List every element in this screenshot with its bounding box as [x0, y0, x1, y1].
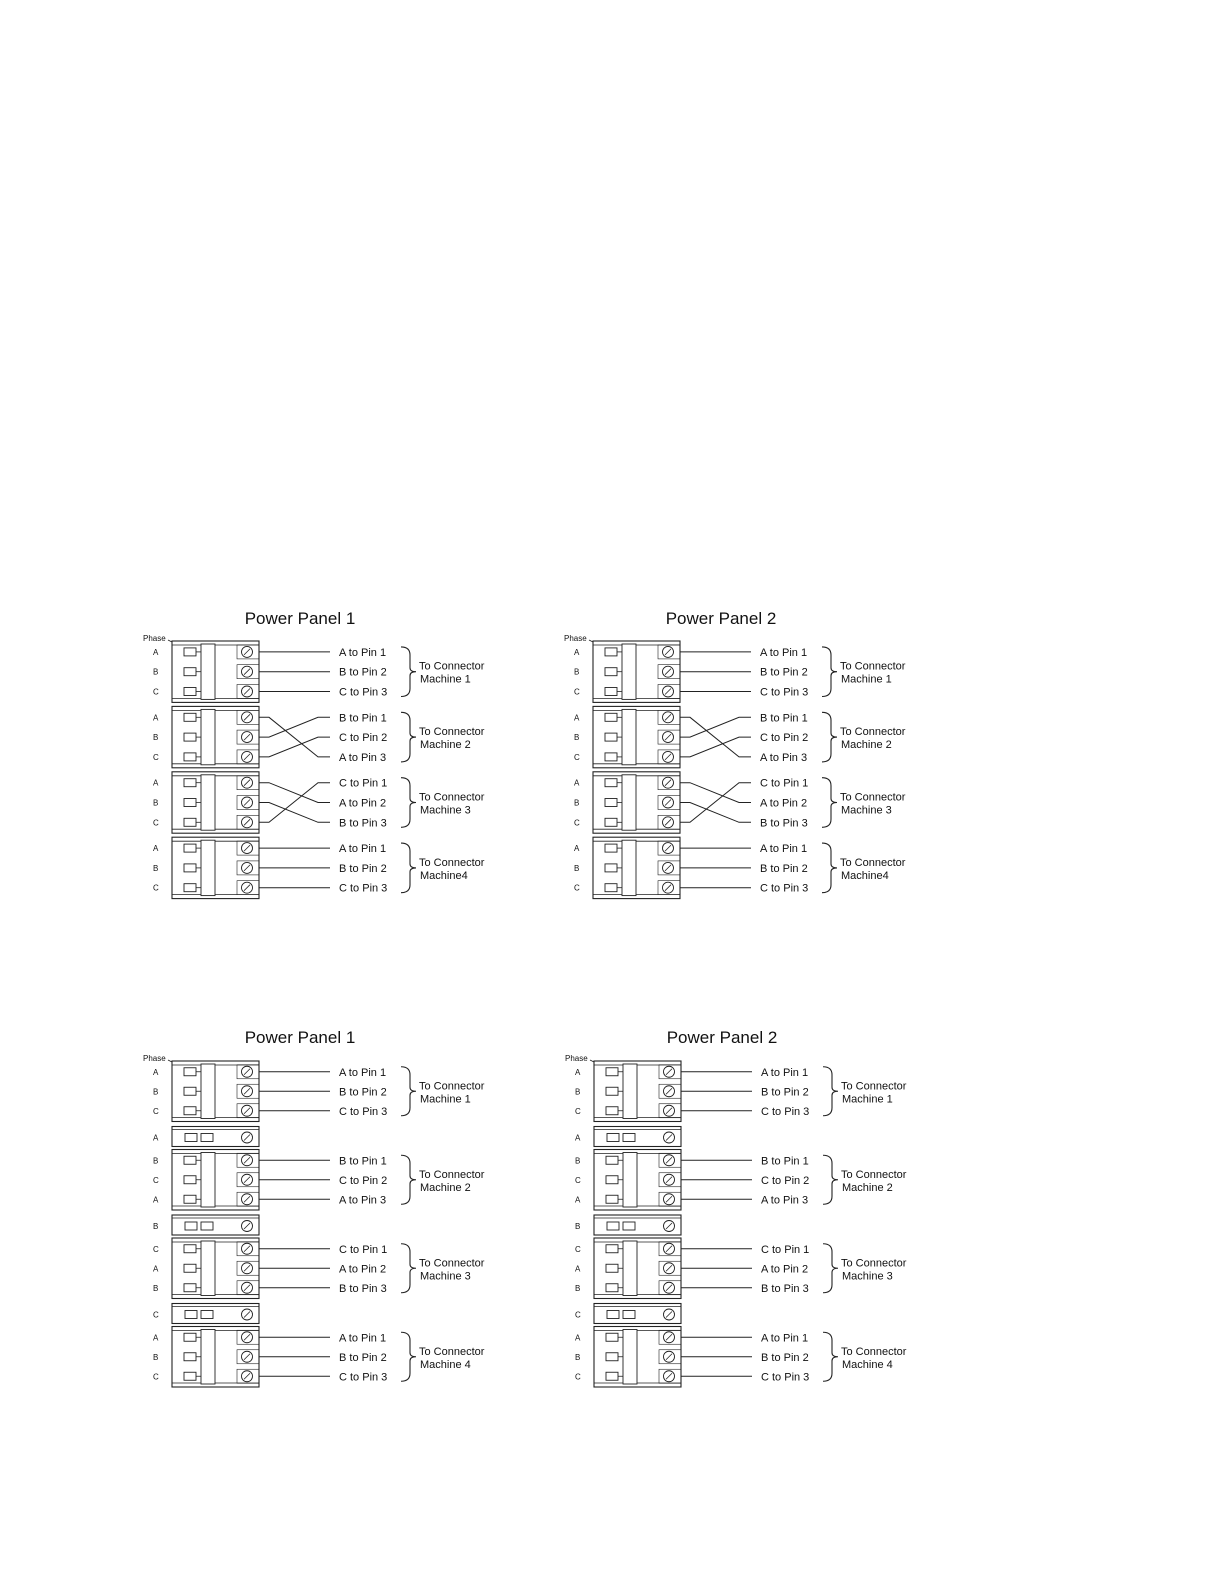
breaker-group [575, 1150, 907, 1211]
wire [259, 803, 330, 823]
circuit-breaker-icon [605, 668, 617, 676]
phase-label: B [575, 1087, 581, 1097]
circuit-breaker-icon [184, 1176, 196, 1184]
wire-label: C to Pin 3 [760, 882, 809, 895]
breaker-handle-bar [201, 1330, 215, 1385]
circuit-breaker-icon [606, 1284, 618, 1292]
circuit-breaker-icon [201, 1311, 213, 1319]
breaker-handle-bar [623, 1153, 637, 1208]
phase-label: B [574, 733, 580, 743]
phase-label: B [574, 863, 580, 873]
phase-label: C [574, 883, 580, 893]
connector-label: To Connector [840, 726, 906, 739]
connector-label: To Connector [419, 856, 485, 869]
phase-label: A [574, 844, 580, 854]
circuit-breaker-icon [184, 753, 196, 761]
circuit-breaker-icon [606, 1264, 618, 1272]
circuit-breaker-icon [185, 1134, 197, 1142]
phase-label: C [574, 818, 580, 828]
phase-label: C [575, 1106, 581, 1116]
phase-label: C [153, 1175, 159, 1185]
circuit-breaker-icon [184, 1068, 196, 1076]
circuit-breaker-icon [606, 1156, 618, 1164]
wire-label: A to Pin 1 [339, 1332, 387, 1345]
circuit-breaker-icon [184, 864, 196, 872]
wire-label: C to Pin 3 [339, 686, 388, 699]
wire-label: C to Pin 2 [761, 1174, 810, 1187]
diagram-lower-left [143, 1028, 485, 1387]
breaker-group [153, 1238, 485, 1299]
wire [680, 803, 751, 823]
circuit-breaker-icon [184, 1087, 196, 1095]
wire-label: B to Pin 2 [760, 666, 808, 679]
breaker-group [153, 641, 485, 702]
connector-label: To Connector [841, 1257, 907, 1270]
wire-label: B to Pin 3 [339, 1282, 387, 1295]
circuit-breaker-icon [605, 753, 617, 761]
wire-label: B to Pin 2 [761, 1351, 809, 1364]
spare-breaker-row [575, 1215, 681, 1235]
phase-heading: Phase [143, 1054, 166, 1063]
circuit-breaker-icon [185, 1222, 197, 1230]
circuit-breaker-icon [184, 688, 196, 696]
phase-heading: Phase [565, 1054, 588, 1063]
phase-label: A [153, 1195, 159, 1205]
brace-icon [401, 647, 416, 697]
wire [680, 717, 751, 737]
breaker-handle-bar [201, 1153, 215, 1208]
connector-machine-label: Machine 1 [841, 673, 892, 686]
connector-label: To Connector [419, 1345, 485, 1358]
phase-label: C [574, 687, 580, 697]
connector-machine-label: Machine 2 [841, 739, 892, 752]
phase-label: B [153, 733, 159, 743]
breaker-handle-bar [623, 1330, 637, 1385]
wire-label: A to Pin 1 [761, 1332, 809, 1345]
circuit-breaker-icon [185, 1311, 197, 1319]
breaker-handle-bar [201, 709, 215, 764]
circuit-breaker-icon [623, 1222, 635, 1230]
phase-label: C [153, 1372, 159, 1382]
circuit-breaker-icon [607, 1311, 619, 1319]
phase-label: A [575, 1067, 581, 1077]
circuit-breaker-icon [201, 1134, 213, 1142]
phase-label: B [153, 667, 159, 677]
phase-label: A [153, 778, 159, 788]
diagram-upper-left [143, 609, 485, 899]
spare-breaker-row [575, 1127, 681, 1147]
circuit-breaker-icon [184, 884, 196, 892]
breaker-group [574, 772, 906, 833]
circuit-breaker-icon [184, 844, 196, 852]
breaker-handle-bar [623, 1064, 637, 1119]
phase-label: B [575, 1283, 581, 1293]
wire [680, 783, 751, 803]
breaker-group [575, 1327, 907, 1388]
connector-machine-label: Machine 2 [420, 1181, 471, 1194]
brace-icon [401, 778, 416, 828]
wire-label: B to Pin 3 [339, 817, 387, 830]
wire-label: C to Pin 1 [760, 777, 809, 790]
circuit-breaker-icon [606, 1353, 618, 1361]
brace-icon [401, 712, 416, 762]
circuit-breaker-icon [606, 1372, 618, 1380]
wire-label: A to Pin 2 [339, 797, 387, 810]
circuit-breaker-icon [606, 1107, 618, 1115]
wire-label: B to Pin 1 [339, 1155, 387, 1168]
circuit-breaker-icon [184, 1284, 196, 1292]
breaker-handle-bar [622, 840, 636, 895]
phase-label: A [574, 778, 580, 788]
connector-machine-label: Machine 3 [841, 804, 892, 817]
circuit-breaker-icon [605, 799, 617, 807]
spare-breaker-row [153, 1127, 259, 1147]
circuit-breaker-icon [605, 818, 617, 826]
phase-label: B [575, 1222, 581, 1231]
circuit-breaker-icon [184, 1333, 196, 1341]
breaker-handle-bar [622, 644, 636, 699]
spare-breaker-row [153, 1215, 259, 1235]
circuit-breaker-icon [605, 844, 617, 852]
wire-label: B to Pin 2 [339, 862, 387, 875]
wire-label: C to Pin 3 [761, 1371, 810, 1384]
wire-label: C to Pin 3 [339, 1105, 388, 1118]
phase-label: C [153, 818, 159, 828]
wire-label: C to Pin 1 [339, 1243, 388, 1256]
spare-breaker-row [153, 1304, 259, 1324]
wire-label: C to Pin 3 [760, 686, 809, 699]
wire-label: C to Pin 3 [339, 882, 388, 895]
connector-machine-label: Machine4 [420, 869, 468, 882]
phase-label: C [575, 1310, 581, 1320]
phase-heading-tick [168, 1060, 172, 1062]
wire-label: B to Pin 2 [339, 1086, 387, 1099]
circuit-breaker-icon [607, 1134, 619, 1142]
breaker-handle-bar [623, 1241, 637, 1296]
connector-label: To Connector [841, 1080, 907, 1093]
connector-label: To Connector [419, 1168, 485, 1181]
circuit-breaker-icon [184, 818, 196, 826]
phase-label: A [575, 1264, 581, 1274]
wire-label: A to Pin 2 [760, 797, 808, 810]
breaker-group [153, 1061, 485, 1122]
wire-label: B to Pin 2 [339, 1351, 387, 1364]
wire-label: B to Pin 3 [761, 1282, 809, 1295]
wire-label: C to Pin 1 [339, 777, 388, 790]
circuit-breaker-icon [606, 1245, 618, 1253]
wire-label: B to Pin 1 [760, 712, 808, 725]
wire [259, 717, 330, 737]
breaker-handle-bar [201, 1064, 215, 1119]
connector-machine-label: Machine 4 [420, 1358, 471, 1371]
circuit-breaker-icon [184, 1195, 196, 1203]
circuit-breaker-icon [606, 1068, 618, 1076]
spare-breaker-row [575, 1304, 681, 1324]
connector-machine-label: Machine 3 [420, 804, 471, 817]
wire-label: A to Pin 3 [761, 1194, 809, 1207]
phase-label: A [153, 1133, 159, 1143]
circuit-breaker-icon [184, 668, 196, 676]
wire-label: A to Pin 2 [339, 1263, 387, 1276]
phase-label: A [575, 1133, 581, 1143]
phase-label: B [575, 1352, 581, 1362]
circuit-breaker-icon [605, 733, 617, 741]
panel-title: Power Panel 1 [244, 1028, 356, 1047]
connector-machine-label: Machine 3 [420, 1270, 471, 1283]
breaker-group [153, 1327, 485, 1388]
connector-label: To Connector [419, 1257, 485, 1270]
circuit-breaker-icon [607, 1222, 619, 1230]
breaker-group [153, 837, 485, 898]
brace-icon [823, 1244, 838, 1293]
connector-label: To Connector [840, 856, 906, 869]
brace-icon [823, 1155, 838, 1204]
phase-label: C [575, 1372, 581, 1382]
circuit-breaker-icon [623, 1134, 635, 1142]
phase-label: B [153, 1352, 159, 1362]
wire-label: A to Pin 1 [760, 646, 808, 659]
brace-icon [823, 1067, 838, 1116]
circuit-breaker-icon [184, 1372, 196, 1380]
circuit-breaker-icon [606, 1176, 618, 1184]
circuit-breaker-icon [606, 1333, 618, 1341]
circuit-breaker-icon [201, 1222, 213, 1230]
connector-label: To Connector [841, 1168, 907, 1181]
breaker-group [574, 641, 906, 702]
circuit-breaker-icon [605, 864, 617, 872]
wire [259, 783, 330, 803]
phase-label: B [153, 1156, 159, 1166]
diagram-lower-right [565, 1028, 907, 1387]
connector-machine-label: Machine 2 [842, 1181, 893, 1194]
circuit-breaker-icon [184, 1264, 196, 1272]
circuit-breaker-icon [184, 1156, 196, 1164]
wire-label: C to Pin 1 [761, 1243, 810, 1256]
wire-label: C to Pin 2 [760, 732, 809, 745]
wire-label: A to Pin 1 [760, 843, 808, 856]
panel-title: Power Panel 2 [666, 1028, 778, 1047]
wire-label: C to Pin 3 [761, 1105, 810, 1118]
connector-machine-label: Machine4 [841, 869, 889, 882]
phase-label: A [153, 713, 159, 723]
circuit-breaker-icon [184, 648, 196, 656]
diagram-upper-right [564, 609, 906, 899]
breaker-handle-bar [622, 775, 636, 830]
wire-label: B to Pin 1 [761, 1155, 809, 1168]
circuit-breaker-icon [606, 1195, 618, 1203]
brace-icon [823, 1332, 838, 1381]
phase-label: A [575, 1333, 581, 1343]
phase-label: A [153, 647, 159, 657]
phase-label: B [153, 798, 159, 808]
phase-heading: Phase [143, 634, 166, 643]
connector-machine-label: Machine 1 [420, 673, 471, 686]
phase-label: A [574, 713, 580, 723]
wire-label: C to Pin 2 [339, 1174, 388, 1187]
breaker-group [153, 772, 485, 833]
brace-icon [401, 843, 416, 893]
brace-icon [401, 1067, 416, 1116]
connector-label: To Connector [841, 1345, 907, 1358]
connector-machine-label: Machine 1 [842, 1093, 893, 1106]
wire-label: C to Pin 2 [339, 732, 388, 745]
phase-label: C [575, 1175, 581, 1185]
phase-label: B [153, 1087, 159, 1097]
phase-label: C [153, 883, 159, 893]
phase-label: C [153, 1106, 159, 1116]
wire-label: B to Pin 3 [760, 817, 808, 830]
wire-label: B to Pin 2 [761, 1086, 809, 1099]
connector-label: To Connector [840, 791, 906, 804]
phase-label: A [153, 1333, 159, 1343]
breaker-group [153, 1150, 485, 1211]
brace-icon [822, 712, 837, 762]
breaker-handle-bar [201, 644, 215, 699]
circuit-breaker-icon [184, 779, 196, 787]
breaker-group [575, 1061, 907, 1122]
wire [680, 737, 751, 757]
connector-machine-label: Machine 4 [842, 1358, 893, 1371]
brace-icon [401, 1244, 416, 1293]
phase-label: C [153, 687, 159, 697]
brace-icon [822, 778, 837, 828]
wire-label: A to Pin 3 [339, 751, 387, 764]
phase-label: A [153, 1264, 159, 1274]
breaker-handle-bar [201, 1241, 215, 1296]
phase-label: C [153, 1244, 159, 1254]
circuit-breaker-icon [605, 648, 617, 656]
panel-title: Power Panel 2 [665, 609, 777, 628]
circuit-breaker-icon [605, 884, 617, 892]
phase-label: B [575, 1156, 581, 1166]
wire-label: A to Pin 2 [761, 1263, 809, 1276]
circuit-breaker-icon [605, 779, 617, 787]
wire-label: B to Pin 1 [339, 712, 387, 725]
phase-heading-tick [168, 640, 172, 642]
breaker-handle-bar [622, 709, 636, 764]
connector-label: To Connector [419, 791, 485, 804]
breaker-handle-bar [201, 775, 215, 830]
connector-label: To Connector [419, 1080, 485, 1093]
wire-label: C to Pin 3 [339, 1371, 388, 1384]
circuit-breaker-icon [184, 799, 196, 807]
circuit-breaker-icon [184, 1107, 196, 1115]
phase-label: A [153, 844, 159, 854]
circuit-breaker-icon [605, 688, 617, 696]
phase-label: B [153, 863, 159, 873]
phase-label: C [153, 1310, 159, 1320]
circuit-breaker-icon [605, 713, 617, 721]
breaker-group [575, 1238, 907, 1299]
circuit-breaker-icon [184, 1353, 196, 1361]
breaker-handle-bar [201, 840, 215, 895]
phase-label: B [153, 1222, 159, 1231]
brace-icon [822, 647, 837, 697]
circuit-breaker-icon [184, 1245, 196, 1253]
phase-heading-tick [589, 640, 593, 642]
phase-label: C [575, 1244, 581, 1254]
phase-label: B [574, 667, 580, 677]
wire-label: A to Pin 1 [339, 646, 387, 659]
circuit-breaker-icon [184, 713, 196, 721]
phase-label: B [574, 798, 580, 808]
phase-heading-tick [590, 1060, 594, 1062]
brace-icon [822, 843, 837, 893]
circuit-breaker-icon [184, 733, 196, 741]
connector-machine-label: Machine 3 [842, 1270, 893, 1283]
phase-heading: Phase [564, 634, 587, 643]
connector-label: To Connector [419, 726, 485, 739]
wire-label: A to Pin 3 [339, 1194, 387, 1207]
circuit-breaker-icon [623, 1311, 635, 1319]
breaker-group [574, 706, 906, 767]
connector-machine-label: Machine 1 [420, 1093, 471, 1106]
phase-label: B [153, 1283, 159, 1293]
wire-label: B to Pin 2 [339, 666, 387, 679]
brace-icon [401, 1155, 416, 1204]
phase-label: C [153, 752, 159, 762]
breaker-group [574, 837, 906, 898]
connector-label: To Connector [840, 660, 906, 673]
connector-machine-label: Machine 2 [420, 739, 471, 752]
breaker-group [153, 706, 485, 767]
panel-title: Power Panel 1 [244, 609, 356, 628]
circuit-breaker-icon [606, 1087, 618, 1095]
phase-label: C [574, 752, 580, 762]
wire-label: A to Pin 1 [339, 843, 387, 856]
wire-label: A to Pin 1 [761, 1066, 809, 1079]
brace-icon [401, 1332, 416, 1381]
phase-label: A [575, 1195, 581, 1205]
connector-label: To Connector [419, 660, 485, 673]
phase-label: A [153, 1067, 159, 1077]
phase-label: A [574, 647, 580, 657]
wire-label: A to Pin 1 [339, 1066, 387, 1079]
wire [259, 737, 330, 757]
wire-label: B to Pin 2 [760, 862, 808, 875]
wire-label: A to Pin 3 [760, 751, 808, 764]
